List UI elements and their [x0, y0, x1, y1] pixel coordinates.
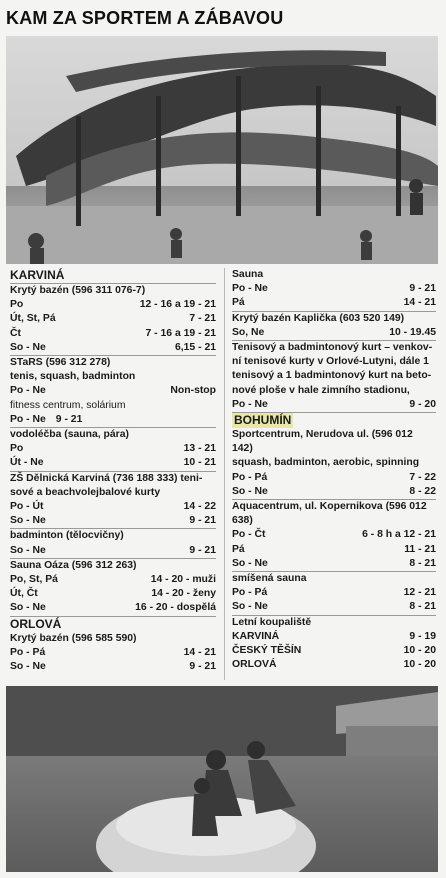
- venue-title: vodoléčba (sauna, pára): [10, 429, 129, 441]
- schedule-row: Po 12 - 16 a 19 - 21: [10, 299, 216, 311]
- schedule-row: Po - Ne Non-stop: [10, 385, 216, 397]
- venue-description: Tenisový a badmintonový kurt – venkov- ní tenisové kurty v Orlové-Lutyni, dále 1 tenisový a 1 badmintonový kurt na beto- nové ploše v hale zimního stadionu,: [232, 342, 433, 396]
- schedule-row: Po - Ne 9 - 20: [232, 398, 436, 410]
- schedule-row: Pá 14 - 21: [232, 297, 436, 309]
- schedule-row: Čt 7 - 16 a 19 - 21: [10, 327, 216, 339]
- left-column: [10, 268, 216, 674]
- schedule-row: Pá 11 - 21: [232, 543, 436, 555]
- pool-kids-photo: [6, 686, 438, 872]
- venue-title: ZŠ Dělnická Karviná (736 188 333) teni- sové a beachvolejbalové kurty: [10, 472, 203, 498]
- venue-subtitle: squash, badminton, aerobic, spinning: [232, 457, 420, 469]
- venue-subtitle: smíšená sauna: [232, 573, 307, 585]
- schedule-row: Po - Čt 6 - 8 h a 12 - 21: [232, 529, 436, 541]
- schedule-row: Po, St, Pá 14 - 20 - muži: [10, 574, 216, 586]
- schedule-row: ORLOVÁ 10 - 20: [232, 659, 436, 671]
- title-bar: [6, 6, 436, 30]
- venue-subtitle: fitness centrum, solárium: [10, 399, 126, 411]
- schedule-row: So - Ne 8 - 22: [232, 485, 436, 497]
- page-title: KAM ZA SPORTEM A ZÁBAVOU: [6, 7, 284, 28]
- schedule-row: Út - Ne 10 - 21: [10, 457, 216, 469]
- schedule-row: Po - Ne 9 - 21: [10, 413, 83, 425]
- schedule-row: Po 13 - 21: [10, 443, 216, 455]
- schedule-row: So - Ne 9 - 21: [10, 544, 216, 556]
- city-heading-karvina: KARVINÁ: [10, 268, 65, 282]
- city-heading-orlova: ORLOVÁ: [10, 616, 62, 631]
- venue-title: Sauna: [232, 269, 264, 280]
- schedule-row: Po - Pá 14 - 21: [10, 646, 216, 658]
- schedule-row: So - Ne 16 - 20 - dospělá: [10, 602, 216, 614]
- schedule-row: Po - Ne 9 - 21: [232, 283, 436, 295]
- venue-title: Sportcentrum, Nerudova ul. (596 012 142): [232, 429, 413, 455]
- column-divider: [224, 268, 225, 680]
- venue-subtitle: badminton (tělocvičny): [10, 530, 124, 542]
- schedule-row: KARVINÁ 9 - 19: [232, 630, 436, 642]
- venue-title: Aquacentrum, ul. Kopernikova (596 012 638): [232, 501, 427, 527]
- venue-title: Krytý bazén (596 311 076-7): [10, 285, 146, 296]
- schedule-row: Po - Pá 12 - 21: [232, 587, 436, 599]
- schedule-row: Po - Út 14 - 22: [10, 501, 216, 513]
- schedule-row: ČESKÝ TĚŠÍN 10 - 20: [232, 645, 436, 657]
- schedule-row: Út, St, Pá 7 - 21: [10, 313, 216, 325]
- schedule-row: So - Ne 8 - 21: [232, 601, 436, 613]
- schedule-row: So - Ne 9 - 21: [10, 515, 216, 527]
- schedule-row: So - Ne 8 - 21: [232, 557, 436, 569]
- venue-title: Krytý bazén Kaplička (603 520 149): [232, 312, 405, 324]
- waterpark-slides-photo: [6, 36, 438, 264]
- city-heading-bohumin: BOHUMÍN: [234, 413, 292, 428]
- schedule-row: Po - Pá 7 - 22: [232, 471, 436, 483]
- schedule-row: Út, Čt 14 - 20 - ženy: [10, 588, 216, 600]
- venue-title: STaRS (596 312 278): [10, 357, 111, 369]
- venue-title: Letní koupaliště: [232, 616, 312, 628]
- venue-title: Krytý bazén (596 585 590): [10, 632, 137, 644]
- right-column: [232, 268, 436, 672]
- schedule-row: So, Ne 10 - 19.45: [232, 326, 436, 338]
- schedule-row: So - Ne 6,15 - 21: [10, 341, 216, 353]
- schedule-row: So - Ne 9 - 21: [10, 661, 216, 673]
- venue-title: Sauna Oáza (596 312 263): [10, 559, 137, 571]
- venue-subtitle: tenis, squash, badminton: [10, 371, 136, 383]
